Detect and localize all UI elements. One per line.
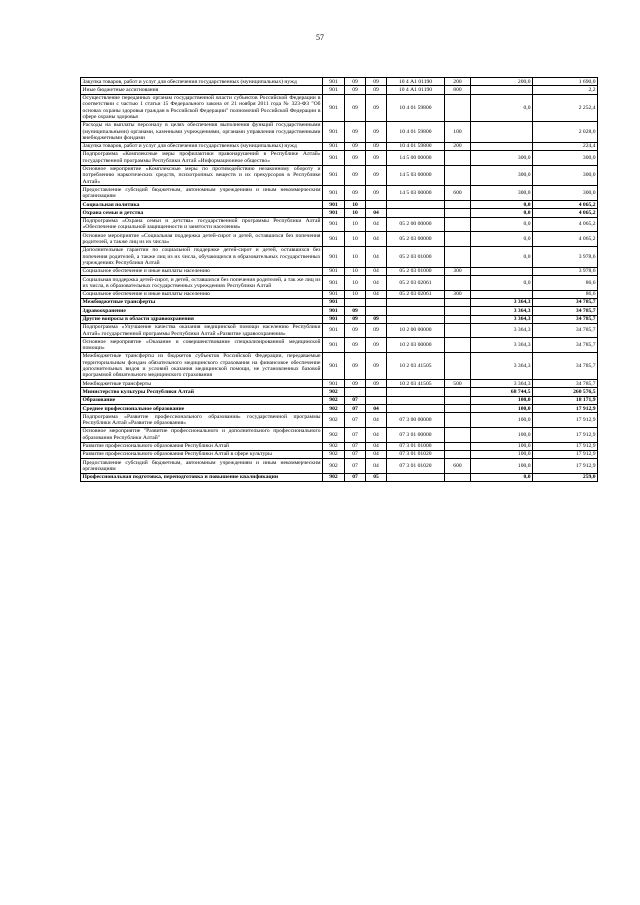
code-target [387,473,445,481]
row-name: Среднее профессиональное образование [81,405,323,413]
code-ministry: 901 [323,209,345,217]
table-row [81,298,598,306]
amount-1 [471,121,533,142]
table-row [81,352,598,379]
row-name: Подпрограмма «Улучшение качества оказания медицинской помощи населению Республики Алтай» государственной программы Республики Алтай «Развитие здравоохранения» [82,324,321,337]
code-expense-type [445,315,471,323]
code-subsection [366,201,387,209]
code-subsection: 09 [366,338,387,353]
code-subsection: 09 [366,323,387,338]
table-row [81,396,598,404]
code-expense-type [445,217,471,232]
row-name: Министерство культуры Республики Алтай [81,388,323,396]
code-subsection: 09 [366,352,387,379]
amount-1: 100,0 [471,459,533,474]
amount-2: 300,0 [533,186,598,201]
amount-2: 4 065,2 [533,217,598,232]
code-section: 09 [345,315,366,323]
amount-1 [471,142,533,150]
code-section: 09 [345,165,366,186]
code-subsection: 04 [366,405,387,413]
amount-1: 100,0 [471,396,533,404]
amount-2: 2 252,4 [533,94,598,121]
row-name: Развитие профессионального образования Республики Алтай в сфере культуры [81,450,323,458]
code-section: 09 [345,307,366,315]
code-subsection: 04 [366,442,387,450]
amount-2: 1 690,0 [533,78,598,86]
code-expense-type [445,94,471,121]
code-ministry: 902 [323,388,345,396]
row-name: Подпрограмма «Охрана семьи и детства» государственной программы Республики Алтай «Обеспечение социальной защищенности и занятости населения» [82,218,321,231]
row-name: Социальное обеспечение и иные выплаты населению [81,290,323,298]
amount-1: 100,0 [471,450,533,458]
code-subsection: 04 [366,290,387,298]
code-section: 09 [345,142,366,150]
code-subsection [366,396,387,404]
code-subsection: 04 [366,450,387,458]
code-ministry: 901 [323,217,345,232]
amount-2: 17 912,9 [533,459,598,474]
table-row [81,380,598,388]
table-row [81,323,598,338]
code-section: 10 [345,217,366,232]
code-ministry: 902 [323,442,345,450]
code-section: 07 [345,442,366,450]
table-row [81,442,598,450]
table-row [81,388,598,396]
row-name: Предоставление субсидий бюджетным, автономным учреждениям и иным некоммерческим организациям [82,186,321,200]
amount-1 [471,290,533,298]
code-section: 10 [345,246,366,267]
code-subsection: 05 [366,473,387,481]
code-ministry: 902 [323,396,345,404]
amount-2: 86,6 [533,276,598,291]
code-ministry: 901 [323,298,345,306]
amount-1: 0,0 [471,209,533,217]
amount-2: 34 785,7 [533,352,598,379]
code-section: 09 [345,86,366,94]
table-row [81,459,598,474]
code-expense-type: 300 [445,267,471,275]
table-row [81,86,598,94]
table-row [81,413,598,428]
code-target: 07 3 01 01020 [387,459,445,474]
row-name: Межбюджетные трансферты [81,298,323,306]
code-expense-type [445,338,471,353]
code-expense-type [445,232,471,247]
code-subsection: 04 [366,232,387,247]
code-section: 09 [345,338,366,353]
amount-2: 17 912,9 [533,450,598,458]
code-expense-type: 200 [445,78,471,86]
amount-1: 100,0 [471,427,533,442]
code-subsection: 09 [366,78,387,86]
code-subsection: 04 [366,246,387,267]
code-subsection: 09 [366,86,387,94]
amount-1: 100,0 [471,413,533,428]
code-section: 10 [345,209,366,217]
table-row [81,246,598,267]
code-expense-type: 600 [445,186,471,201]
amount-1: 0,0 [471,246,533,267]
amount-1: 300,0 [471,186,533,201]
code-ministry: 901 [323,142,345,150]
code-ministry: 901 [323,94,345,121]
code-expense-type [445,298,471,306]
amount-2: 3 978,6 [533,267,598,275]
code-section [345,298,366,306]
code-target: 14 5 03 00000 [387,165,445,186]
table-row [81,338,598,353]
code-target [387,388,445,396]
amount-1: 200,0 [471,78,533,86]
code-expense-type [445,246,471,267]
code-target: 10 2 00 00000 [387,323,445,338]
row-name: Охрана семьи и детства [81,209,323,217]
amount-2: 259,0 [533,473,598,481]
code-expense-type: 200 [445,142,471,150]
code-subsection [366,298,387,306]
code-subsection: 09 [366,380,387,388]
code-target [387,298,445,306]
code-target: 14 5 03 00000 [387,186,445,201]
code-subsection: 04 [366,217,387,232]
amount-2: 17 912,9 [533,442,598,450]
row-name: Профессиональная подготовка, переподготовка и повышение квалификации [81,473,323,481]
code-ministry: 901 [323,352,345,379]
table-row [81,165,598,186]
code-ministry: 902 [323,459,345,474]
row-name: Социальное обеспечение и иные выплаты населению [81,267,323,275]
amount-2: 34 785,7 [533,315,598,323]
code-expense-type: 500 [445,380,471,388]
code-target: 10 4 А1 01190 [387,86,445,94]
code-ministry: 901 [323,121,345,142]
code-subsection: 09 [366,186,387,201]
code-subsection: 04 [366,267,387,275]
code-subsection: 04 [366,413,387,428]
code-expense-type [445,473,471,481]
code-expense-type [445,442,471,450]
row-name: Подпрограмма «Развитие профессионального образования» государственной программы Республики Алтай «Развитие образования» [82,413,321,427]
amount-1: 0,0 [471,217,533,232]
code-target [387,201,445,209]
code-target [387,315,445,323]
code-section: 09 [345,186,366,201]
amount-2: 34 785,7 [533,323,598,338]
code-section [345,388,366,396]
code-subsection [366,388,387,396]
code-ministry: 901 [323,150,345,165]
table-row [81,94,598,121]
code-subsection: 09 [366,94,387,121]
code-ministry: 901 [323,246,345,267]
code-section: 09 [345,94,366,121]
amount-2: 34 785,7 [533,380,598,388]
code-section: 09 [345,121,366,142]
code-target: 07 3 01 01020 [387,450,445,458]
code-ministry: 902 [323,427,345,442]
table-row [81,307,598,315]
table-row [81,427,598,442]
code-expense-type: 600 [445,459,471,474]
code-subsection: 09 [366,165,387,186]
amount-2: 34 785,7 [533,307,598,315]
row-name: Образование [81,396,323,404]
row-name: Расходы на выплаты персоналу в целях обеспечения выполнения функций государственными (муниципальными) органами, казенными учреждениями, органами управления государственными внебюджетными фондами [82,122,321,141]
code-section: 10 [345,201,366,209]
amount-2: 2 028,0 [533,121,598,142]
amount-1: 100,0 [471,405,533,413]
code-target: 10 4 01 59800 [387,121,445,142]
table-row [81,405,598,413]
row-name: Основное мероприятие «Социальная поддержка детей-сирот и детей, оставшихся без попечения родителей, а также лиц из их числа» [82,232,321,246]
row-name: Социальная поддержка детей-сирот, и детей, оставшихся без попечения родителей, а так же лиц из их числа, в образовательных государственных учреждениях Республики Алтай [82,276,321,289]
code-ministry: 901 [323,338,345,353]
code-target: 05 2 03 01000 [387,267,445,275]
amount-2: 17 912,9 [533,427,598,442]
code-section: 10 [345,267,366,275]
amount-2: 260 576,5 [533,388,598,396]
amount-1: 0,0 [471,473,533,481]
code-target: 05 2 03 02061 [387,290,445,298]
code-expense-type [445,201,471,209]
code-subsection: 09 [366,315,387,323]
code-ministry: 901 [323,201,345,209]
table-row [81,217,598,232]
row-name: Межбюджетные трансферты из бюджетов субъектов Российской Федерации, передаваемые территориальным фондам обязательного медицинского страхования на финансовое обеспечение дополнительных видов и условий оказания медицинской помощи, не установленных базовой программой обязательного медицинского страхования [82,353,321,379]
code-target: 10 2 03 41505 [387,352,445,379]
code-target: 05 2 03 00000 [387,232,445,247]
code-ministry: 901 [323,78,345,86]
amount-2: 4 065,2 [533,201,598,209]
code-ministry: 901 [323,323,345,338]
code-section: 09 [345,323,366,338]
row-name: Социальная политика [81,201,323,209]
amount-1 [471,86,533,94]
amount-2: 3 978,6 [533,246,598,267]
amount-2: 34 785,7 [533,338,598,353]
code-ministry: 901 [323,276,345,291]
code-expense-type [445,209,471,217]
code-target: 07 3 01 00000 [387,427,445,442]
row-name: Иные бюджетные ассигнования [81,86,323,94]
amount-2: 17 912,9 [533,405,598,413]
code-ministry: 901 [323,307,345,315]
amount-2: 4 065,2 [533,209,598,217]
code-ministry: 902 [323,413,345,428]
code-expense-type [445,323,471,338]
row-name: Основное мероприятие «Комплексные меры по противодействию незаконному обороту и потреблению наркотических средств, психотропных веществ и их прекурсоров в Республике Алтай» [82,166,321,185]
row-name: Закупка товаров, работ и услуг для обеспечения государственных (муниципальных) нужд [81,142,323,150]
table-row [81,142,598,150]
code-ministry: 901 [323,186,345,201]
code-section: 09 [345,150,366,165]
amount-1: 3 364,3 [471,315,533,323]
code-expense-type [445,150,471,165]
row-name: Дополнительные гарантии по социальной поддержке детей-сирот и детей, оставшихся без попечения родителей, а также лиц из их числа, обучающихся в образовательных государственных учреждениях Республики Алтай [82,247,321,266]
amount-1: 68 744,5 [471,388,533,396]
amount-1: 3 364,3 [471,323,533,338]
code-subsection: 04 [366,459,387,474]
amount-2: 86,6 [533,290,598,298]
code-section: 09 [345,78,366,86]
code-expense-type [445,405,471,413]
amount-2: 2,2 [533,86,598,94]
table-row [81,276,598,291]
table-row [81,78,598,86]
row-name: Межбюджетные трансферты [81,380,323,388]
code-ministry: 901 [323,267,345,275]
code-target: 05 2 03 01000 [387,246,445,267]
amount-1: 0,0 [471,232,533,247]
code-section: 09 [345,352,366,379]
code-target: 14 5 00 00000 [387,150,445,165]
code-ministry: 901 [323,315,345,323]
row-name: Другие вопросы в области здравоохранения [81,315,323,323]
code-section: 10 [345,290,366,298]
table-row [81,290,598,298]
code-target: 07 3 00 00000 [387,413,445,428]
amount-1: 3 364,3 [471,307,533,315]
code-expense-type [445,307,471,315]
code-target: 07 3 01 01000 [387,442,445,450]
code-subsection: 04 [366,209,387,217]
table-row [81,315,598,323]
code-expense-type [445,427,471,442]
code-ministry: 901 [323,86,345,94]
table-row [81,121,598,142]
row-name: Закупка товаров, работ и услуг для обеспечения государственных (муниципальных) нужд [81,78,323,86]
code-section: 10 [345,232,366,247]
code-expense-type [445,396,471,404]
amount-1: 3 364,3 [471,338,533,353]
code-target [387,307,445,315]
table-row [81,201,598,209]
code-subsection: 04 [366,276,387,291]
code-section: 07 [345,413,366,428]
code-expense-type [445,413,471,428]
amount-2: 4 065,2 [533,232,598,247]
budget-table [80,77,598,482]
code-section: 07 [345,450,366,458]
row-name: Основное мероприятие «Оказание и совершенствование специализированной медицинской помощи» [82,338,321,352]
code-expense-type [445,276,471,291]
code-ministry: 901 [323,165,345,186]
code-ministry: 902 [323,473,345,481]
code-section: 07 [345,396,366,404]
amount-1: 0,0 [471,201,533,209]
table-row [81,450,598,458]
page-number: 57 [316,33,324,42]
code-expense-type: 300 [445,290,471,298]
code-ministry: 901 [323,290,345,298]
code-target: 10 4 01 59800 [387,94,445,121]
table-row [81,267,598,275]
code-section: 07 [345,427,366,442]
code-ministry: 902 [323,405,345,413]
row-name: Здравоохранение [81,307,323,315]
code-target: 10 4 А1 01190 [387,78,445,86]
amount-1: 300,0 [471,165,533,186]
amount-2: 300,0 [533,165,598,186]
amount-2: 18 171,9 [533,396,598,404]
code-section: 09 [345,380,366,388]
amount-1: 3 364,3 [471,352,533,379]
table-row [81,232,598,247]
amount-1: 0,0 [471,276,533,291]
code-expense-type [445,165,471,186]
amount-2: 17 912,9 [533,413,598,428]
amount-2: 300,0 [533,150,598,165]
amount-1: 100,0 [471,442,533,450]
code-target: 05 2 00 00000 [387,217,445,232]
code-subsection: 04 [366,427,387,442]
code-ministry: 902 [323,450,345,458]
code-target: 05 2 03 02061 [387,276,445,291]
code-subsection: 09 [366,150,387,165]
code-section: 07 [345,459,366,474]
code-subsection [366,307,387,315]
code-section: 07 [345,473,366,481]
amount-1 [471,267,533,275]
code-section: 07 [345,405,366,413]
code-subsection: 09 [366,121,387,142]
code-ministry: 901 [323,232,345,247]
row-name: Развитие профессионального образования Республики Алтай [81,442,323,450]
code-expense-type [445,352,471,379]
table-row [81,186,598,201]
code-target: 10 2 03 41505 [387,380,445,388]
code-subsection: 09 [366,142,387,150]
code-target: 10 2 03 00000 [387,338,445,353]
row-name: Осуществление переданных органам государственной власти субъектов Российской Федерации в соответствии с частью 1 статьи 15 Федерального закона от 21 ноября 2011 года № 323-ФЗ "Об основах охраны здоровья граждан в Российской Федерации" полномочий Российской Федерации в сфере охраны здоровья [82,95,321,120]
code-expense-type [445,450,471,458]
code-target [387,405,445,413]
amount-1: 0,0 [471,94,533,121]
code-target [387,209,445,217]
amount-2: 224,4 [533,142,598,150]
row-name: Основное мероприятие "Развитие профессионального и дополнительного профессионального образования Республики Алтай" [82,428,321,441]
amount-1: 3 364,3 [471,380,533,388]
table-row [81,150,598,165]
code-target: 10 4 01 59800 [387,142,445,150]
code-expense-type: 800 [445,86,471,94]
code-section: 10 [345,276,366,291]
amount-2: 34 785,7 [533,298,598,306]
table-body [81,78,598,482]
table-row [81,209,598,217]
code-expense-type: 100 [445,121,471,142]
code-target [387,396,445,404]
amount-1: 3 364,3 [471,298,533,306]
row-name: Подпрограмма «Комплексные меры профилактики правонарушений в Республике Алтай» государственной программы Республики Алтай «Информационное общество» [82,151,321,164]
amount-1: 300,0 [471,150,533,165]
row-name: Предоставление субсидий бюджетным, автономным учреждениям и иным некоммерческим организациям [82,459,321,472]
code-ministry: 901 [323,380,345,388]
table-row [81,473,598,481]
code-expense-type [445,388,471,396]
